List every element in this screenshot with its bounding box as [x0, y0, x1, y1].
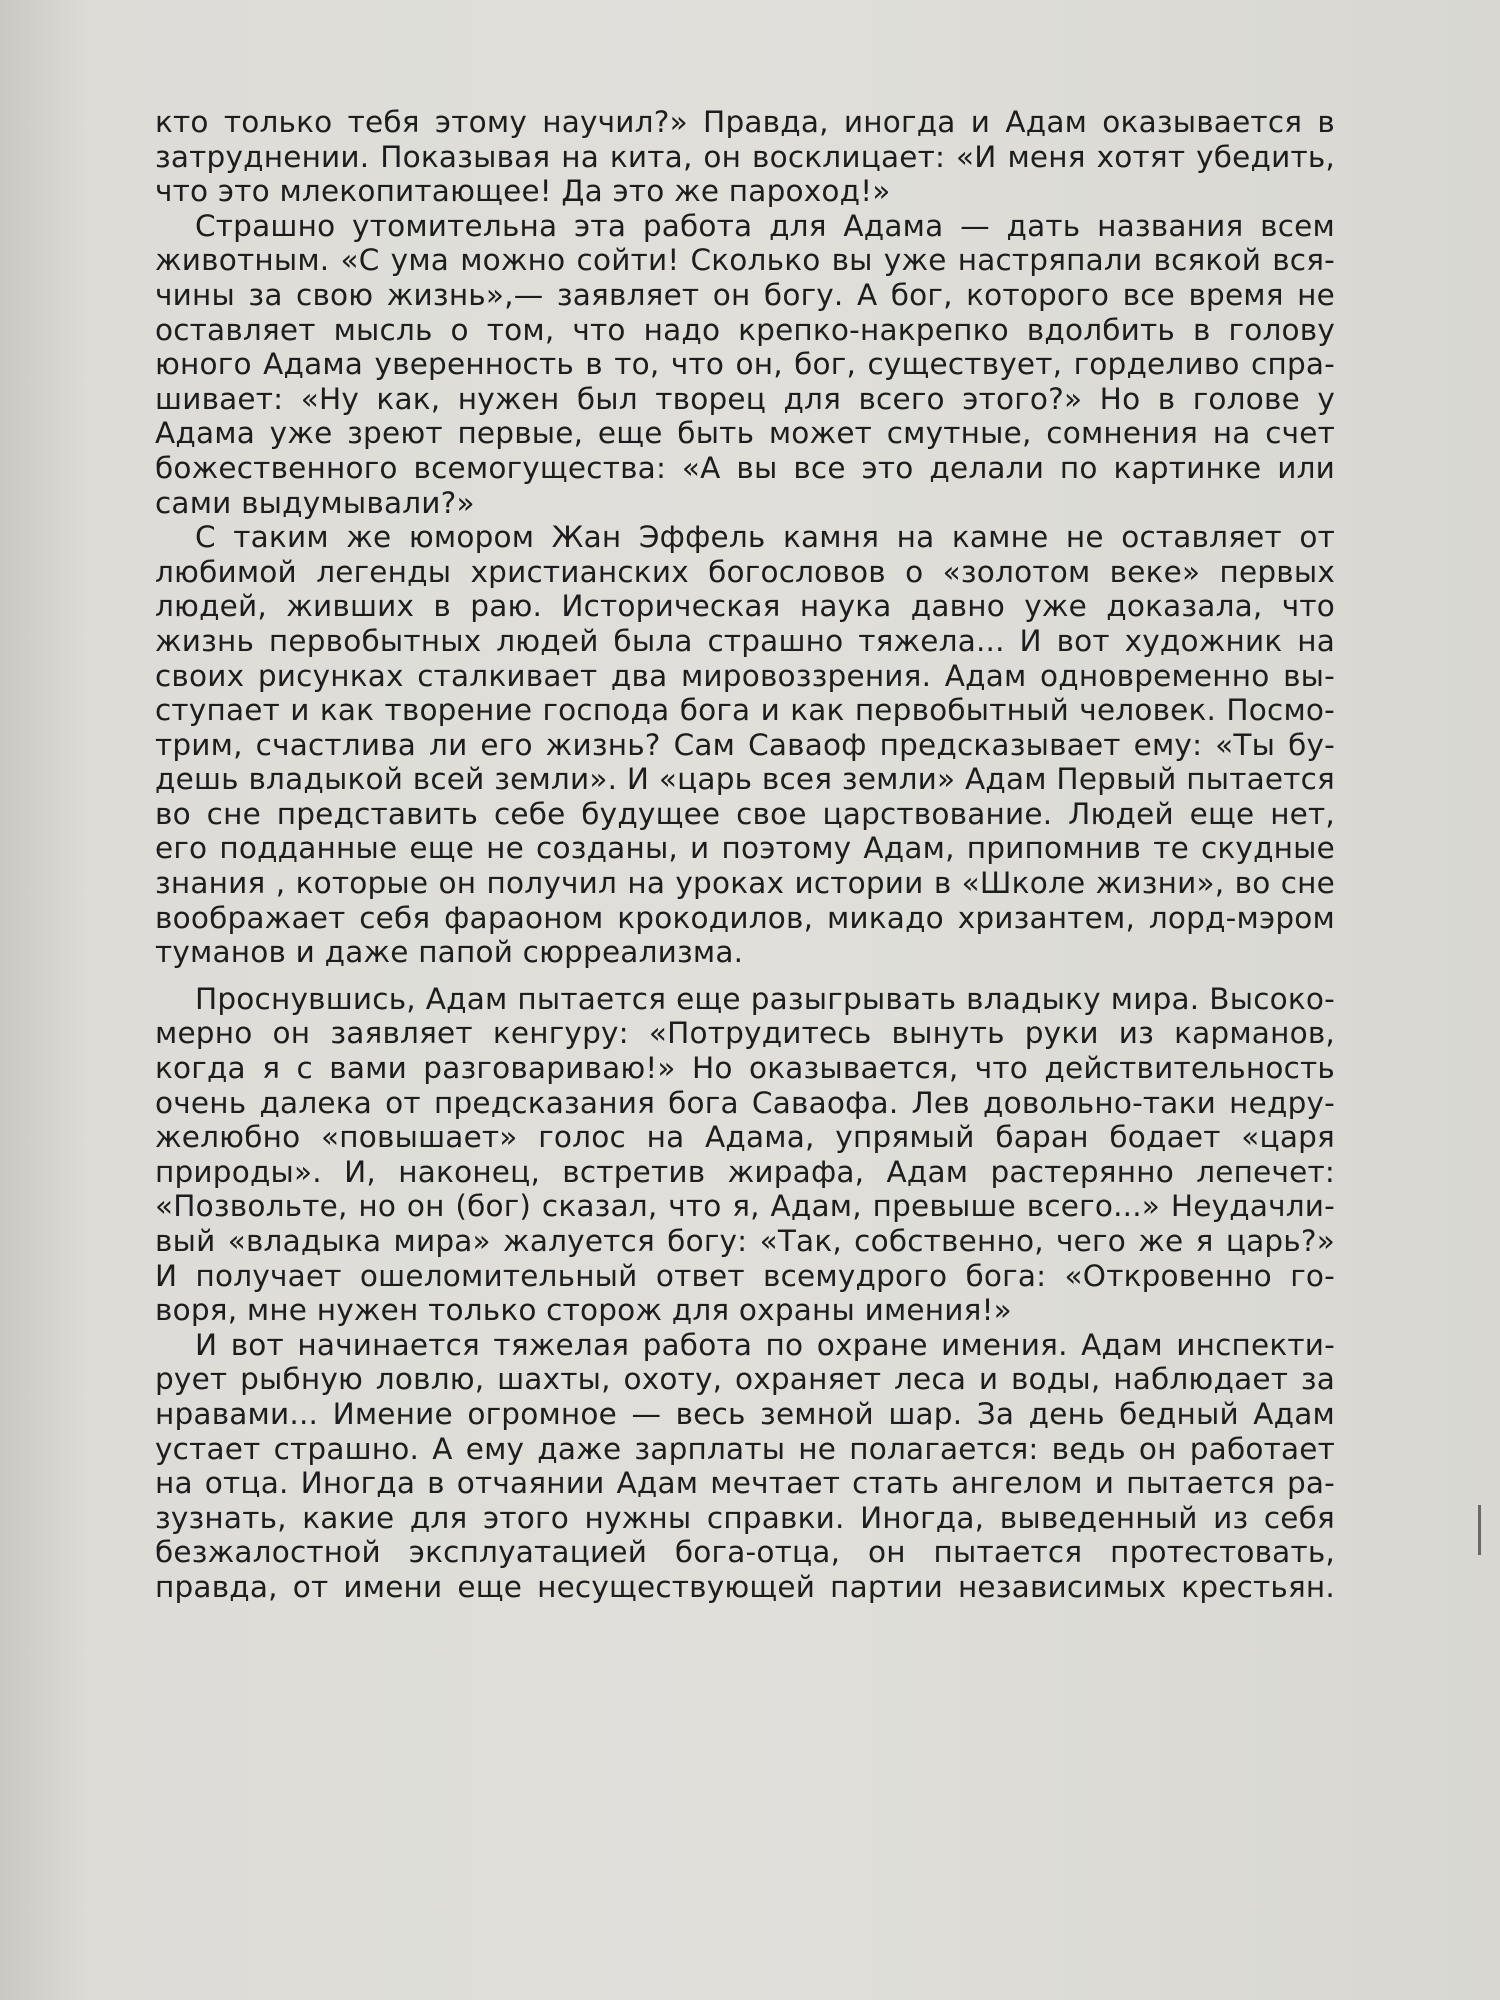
text-line: божественного всемогущества: «А вы все это делали по картинке или	[155, 450, 1335, 485]
paragraph-2	[155, 209, 1335, 520]
text-line: затруднении. Показывая на кита, он восклицает: «И меня хотят убедить,	[155, 139, 1335, 174]
text-line: людей, живших в раю. Историческая наука давно уже доказала, что	[155, 589, 1335, 624]
text-line: «Позвольте, но он (бог) сказал, что я, Адам, превыше всего...» Неудачли-	[155, 1189, 1335, 1224]
text-line: И получает ошеломительный ответ всемудрого бога: «Откровенно го-	[155, 1258, 1335, 1293]
paragraph-gap	[155, 970, 1335, 982]
text-line: животным. «С ума можно сойти! Сколько вы уже настряпали всякой вся-	[155, 243, 1335, 278]
text-line: безжалостной эксплуатацией бога-отца, он пытается протестовать,	[155, 1535, 1335, 1570]
text-line: любимой легенды христианских богословов о «золотом веке» первых	[155, 554, 1335, 589]
text-line: устает страшно. А ему даже зарплаты не полагается: ведь он работает	[155, 1431, 1335, 1466]
text-line: во сне представить себе будущее свое царствование. Людей еще нет,	[155, 796, 1335, 831]
text-line: С таким же юмором Жан Эффель камня на камне не оставляет от	[195, 520, 1335, 555]
text-line: знания , которые он получил на уроках истории в «Школе жизни», во сне	[155, 866, 1335, 901]
text-line: Страшно утомительна эта работа для Адама — дать названия всем	[195, 208, 1335, 243]
text-line: дешь владыкой всей земли». И «царь всея земли» Адам Первый пытается	[155, 762, 1335, 797]
text-line: зузнать, какие для этого нужны справки. Иногда, выведенный из себя	[155, 1500, 1335, 1535]
text-line: туманов и даже папой сюрреализма.	[155, 935, 744, 970]
paragraph-4	[155, 982, 1335, 1328]
text-line: воображает себя фараоном крокодилов, микадо хризантем, лорд-мэром	[155, 900, 1335, 935]
text-line: воря, мне нужен только сторож для охраны имения!»	[155, 1293, 1012, 1328]
text-line: правда, от имени еще несуществующей партии независимых крестьян.	[155, 1569, 1335, 1604]
text-line: природы». И, наконец, встретив жирафа, Адам растерянно лепечет:	[155, 1154, 1335, 1189]
text-line: когда я с вами разговариваю!» Но оказывается, что действительность	[155, 1051, 1335, 1086]
text-line: сами выдумывали?»	[155, 485, 475, 520]
text-line: вый «владыка мира» жалуется богу: «Так, собственно, чего же я царь?»	[155, 1224, 1335, 1258]
text-line: жизнь первобытных людей была страшно тяжела... И вот художник на	[155, 623, 1335, 658]
paragraph-5	[155, 1328, 1335, 1605]
page-edge-mark	[1478, 1505, 1481, 1555]
text-line: Адама уже зреют первые, еще быть может смутные, сомнения на счет	[155, 416, 1335, 451]
text-line: шивает: «Ну как, нужен был творец для всего этого?» Но в голове у	[155, 381, 1335, 416]
text-line: мерно он заявляет кенгуру: «Потрудитесь вынуть руки из карманов,	[155, 1016, 1335, 1051]
text-line: кто только тебя этому научил?» Правда, иногда и Адам оказывается в	[155, 105, 1335, 139]
text-line: что это млекопитающее! Да это же пароход!»	[155, 174, 891, 209]
text-line: И вот начинается тяжелая работа по охране имения. Адам инспекти-	[195, 1327, 1335, 1362]
text-line: своих рисунках сталкивает два мировоззрения. Адам одновременно вы-	[155, 658, 1335, 693]
text-line: юного Адама уверенность в то, что он, бог, существует, горделиво спра-	[155, 347, 1335, 382]
paragraph-1	[155, 105, 1335, 209]
text-line: на отца. Иногда в отчаянии Адам мечтает стать ангелом и пытается ра-	[155, 1466, 1335, 1501]
text-line: оставляет мысль о том, что надо крепко-накрепко вдолбить в голову	[155, 312, 1335, 347]
text-line: рует рыбную ловлю, шахты, охоту, охраняет леса и воды, наблюдает за	[155, 1362, 1335, 1397]
text-line: очень далека от предсказания бога Саваофа. Лев довольно-таки недру-	[155, 1085, 1335, 1120]
paragraph-3	[155, 520, 1335, 970]
text-line: чины за свою жизнь»,— заявляет он богу. А бог, которого все время не	[155, 277, 1335, 312]
text-line: нравами... Имение огромное — весь земной шар. За день бедный Адам	[155, 1396, 1335, 1431]
text-line: ступает и как творение господа бога и как первобытный человек. Посмо-	[155, 693, 1335, 728]
text-line: желюбно «повышает» голос на Адама, упрямый баран бодает «царя	[155, 1120, 1335, 1155]
body-text	[155, 105, 1335, 1605]
text-line: трим, счастлива ли его жизнь? Сам Саваоф предсказывает ему: «Ты бу-	[155, 727, 1335, 762]
text-line: Проснувшись, Адам пытается еще разыгрывать владыку мира. Высоко-	[195, 981, 1335, 1016]
text-line: его подданные еще не созданы, и поэтому Адам, припомнив те скудные	[155, 831, 1335, 866]
